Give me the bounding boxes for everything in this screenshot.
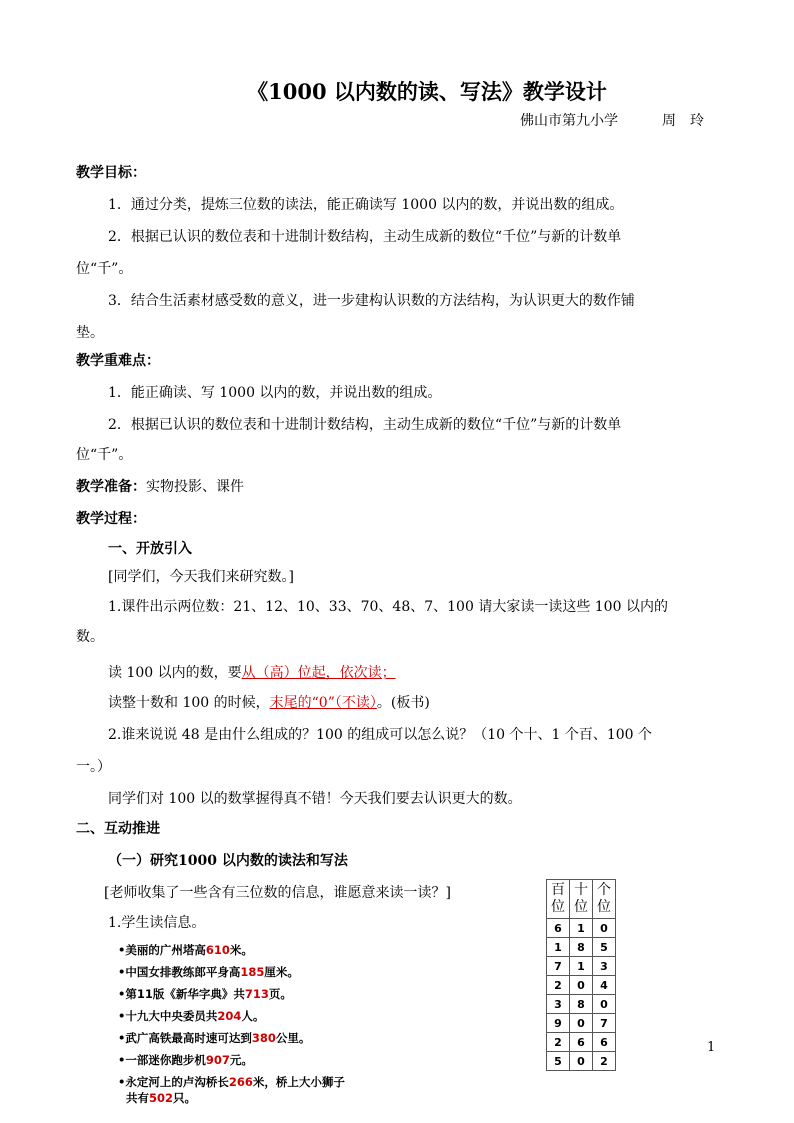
preparation-heading: 教学准备： bbox=[76, 479, 146, 495]
objective-item-3-line-1: 3．结合生活素材感受数的意义，进一步建构认识数的方法结构，为认识更大的数作铺 bbox=[108, 293, 635, 309]
objective-item-3-line-2: 垫。 bbox=[76, 325, 104, 341]
info-text: 人。 bbox=[241, 1009, 265, 1023]
table-row bbox=[547, 976, 639, 995]
preparation-line bbox=[76, 476, 244, 496]
section-2-heading: 二、互动推进 bbox=[76, 821, 160, 837]
key-point-item-1: 1．能正确读、写 1000 以内的数，并说出数的组成。 bbox=[108, 385, 442, 401]
read-rule-1-prefix: 读 100 以内的数，要 bbox=[108, 665, 242, 681]
key-points-heading: 教学重难点： bbox=[76, 353, 160, 369]
info-text: 元。 bbox=[229, 1053, 253, 1067]
table-cell: 6 bbox=[593, 1033, 616, 1052]
table-cell: 0 bbox=[570, 976, 593, 995]
info-text: •永定河上的卢沟桥长 bbox=[118, 1075, 229, 1089]
objective-item-2-line-2: 位“千”。 bbox=[76, 261, 133, 277]
table-cell: 3 bbox=[547, 995, 570, 1014]
read-rule-2-suffix: 。(板书) bbox=[376, 695, 430, 711]
table-cell: 5 bbox=[547, 1052, 570, 1071]
table-cell: 1 bbox=[547, 938, 570, 957]
page-number: 1 bbox=[707, 1040, 716, 1055]
section-1-summary: 同学们对 100 以的数掌握得真不错！今天我们要去认识更大的数。 bbox=[108, 791, 522, 807]
author-line bbox=[520, 110, 704, 130]
table-cell: 9 bbox=[547, 1014, 570, 1033]
info-text: •第11版《新华字典》共 bbox=[118, 987, 245, 1001]
table-cell: 8 bbox=[570, 938, 593, 957]
table-cell: 0 bbox=[593, 995, 616, 1014]
info-item bbox=[118, 942, 253, 958]
info-number: 502 bbox=[149, 1091, 174, 1105]
table-cell: 2 bbox=[593, 1052, 616, 1071]
objectives-heading: 教学目标： bbox=[76, 165, 146, 181]
read-rule-1 bbox=[108, 662, 396, 682]
section-2-subheading: （一）研究1000 以内数的读法和写法 bbox=[108, 853, 348, 869]
table-cell: 7 bbox=[547, 957, 570, 976]
table-row bbox=[547, 957, 639, 976]
table-header-row bbox=[547, 880, 639, 919]
info-text: •中国女排教练郎平身高 bbox=[118, 965, 241, 979]
table-cell: 1 bbox=[570, 957, 593, 976]
objective-item-1: 1．通过分类，提炼三位数的读法，能正确读写 1000 以内的数，并说出数的组成。 bbox=[108, 197, 624, 213]
info-text: •美丽的广州塔高 bbox=[118, 943, 206, 957]
section-2-item-1: 1.学生读信息。 bbox=[108, 915, 206, 931]
read-rule-1-highlight: 从（高）位起，依次读； bbox=[241, 665, 396, 681]
section-1-item-2-line-1: 2.谁来说说 48 是由什么组成的？100 的组成可以怎么说？（10 个十、1 个百、100 个 bbox=[108, 727, 653, 743]
author-name: 周 玲 bbox=[662, 113, 704, 129]
table-row bbox=[547, 1033, 639, 1052]
read-rule-2-highlight: 末尾的“0”（不读） bbox=[269, 695, 377, 711]
info-number: 266 bbox=[228, 1075, 253, 1089]
table-row bbox=[547, 1052, 639, 1071]
table-cell: 1 bbox=[570, 919, 593, 938]
section-1-item-1-line-2: 数。 bbox=[76, 629, 104, 645]
info-number: 713 bbox=[244, 987, 269, 1001]
header-char: 个 bbox=[597, 882, 611, 898]
info-item-continuation bbox=[126, 1090, 196, 1106]
info-text: 米。 bbox=[229, 943, 253, 957]
header-ones bbox=[593, 880, 616, 919]
key-point-item-2-line-2: 位“千”。 bbox=[76, 447, 133, 463]
header-char: 百 bbox=[551, 882, 565, 898]
key-point-item-2-line-1: 2．根据已认识的数位表和十进制计数结构，主动生成新的数位“千位”与新的计数单 bbox=[108, 417, 622, 433]
section-1-bracket: [同学们，今天我们来研究数。] bbox=[108, 569, 294, 585]
header-char: 位 bbox=[574, 899, 588, 915]
info-text: •武广高铁最高时速可达到 bbox=[118, 1031, 252, 1045]
place-value-table bbox=[546, 879, 639, 1071]
objective-item-2-line-1: 2．根据已认识的数位表和十进制计数结构，主动生成新的数位“千位”与新的计数单 bbox=[108, 229, 622, 245]
header-hundreds bbox=[547, 880, 570, 919]
table-cell: 3 bbox=[593, 957, 616, 976]
table-cell: 6 bbox=[547, 919, 570, 938]
header-char: 位 bbox=[597, 899, 611, 915]
table-cell: 7 bbox=[593, 1014, 616, 1033]
table-row bbox=[547, 919, 639, 938]
author-school: 佛山市第九小学 bbox=[520, 113, 618, 129]
table-cell: 4 bbox=[593, 976, 616, 995]
info-item bbox=[118, 1030, 310, 1046]
info-text: 只。 bbox=[173, 1091, 197, 1105]
table-cell: 0 bbox=[570, 1052, 593, 1071]
info-number: 204 bbox=[217, 1009, 242, 1023]
info-text: 厘米。 bbox=[264, 965, 299, 979]
header-tens bbox=[570, 880, 593, 919]
table-cell: 2 bbox=[547, 976, 570, 995]
read-rule-2 bbox=[108, 692, 430, 712]
table-cell: 2 bbox=[547, 1033, 570, 1052]
table-row bbox=[547, 1014, 639, 1033]
section-1-item-1-line-1: 1.课件出示两位数：21、12、10、33、70、48、7、100 请大家读一读这些 100 以内的 bbox=[108, 599, 668, 615]
info-text: •十九大中央委员共 bbox=[118, 1009, 218, 1023]
info-item bbox=[118, 964, 299, 980]
table-cell: 5 bbox=[593, 938, 616, 957]
page-title: 《1000 以内数的读、写法》教学设计 bbox=[247, 79, 607, 104]
section-1-item-2-line-2: 一。） bbox=[76, 759, 111, 775]
info-number: 907 bbox=[205, 1053, 230, 1067]
info-item bbox=[118, 1008, 264, 1024]
info-item bbox=[118, 1052, 253, 1068]
info-item bbox=[118, 1074, 345, 1090]
preparation-text: 实物投影、课件 bbox=[146, 479, 244, 495]
table-cell: 6 bbox=[570, 1033, 593, 1052]
info-text: 共有 bbox=[126, 1091, 149, 1105]
info-text: 页。 bbox=[268, 987, 292, 1001]
info-text: 公里。 bbox=[275, 1031, 311, 1045]
header-char: 十 bbox=[574, 882, 588, 898]
info-item bbox=[118, 986, 292, 1002]
info-number: 610 bbox=[205, 943, 230, 957]
info-text: 米，桥上大小狮子 bbox=[252, 1075, 345, 1089]
table-row bbox=[547, 995, 639, 1014]
info-number: 380 bbox=[251, 1031, 276, 1045]
info-text: •一部迷你跑步机 bbox=[118, 1053, 206, 1067]
section-2-bracket: [老师收集了一些含有三位数的信息，谁愿意来读一读？] bbox=[104, 885, 451, 901]
table-cell: 8 bbox=[570, 995, 593, 1014]
process-heading: 教学过程： bbox=[76, 511, 146, 527]
header-char: 位 bbox=[551, 899, 565, 915]
table-cell: 0 bbox=[593, 919, 616, 938]
section-1-heading: 一、开放引入 bbox=[108, 541, 192, 557]
table-cell: 0 bbox=[570, 1014, 593, 1033]
table-row bbox=[547, 938, 639, 957]
info-number: 185 bbox=[240, 965, 265, 979]
read-rule-2-prefix: 读整十数和 100 的时候， bbox=[108, 695, 270, 711]
